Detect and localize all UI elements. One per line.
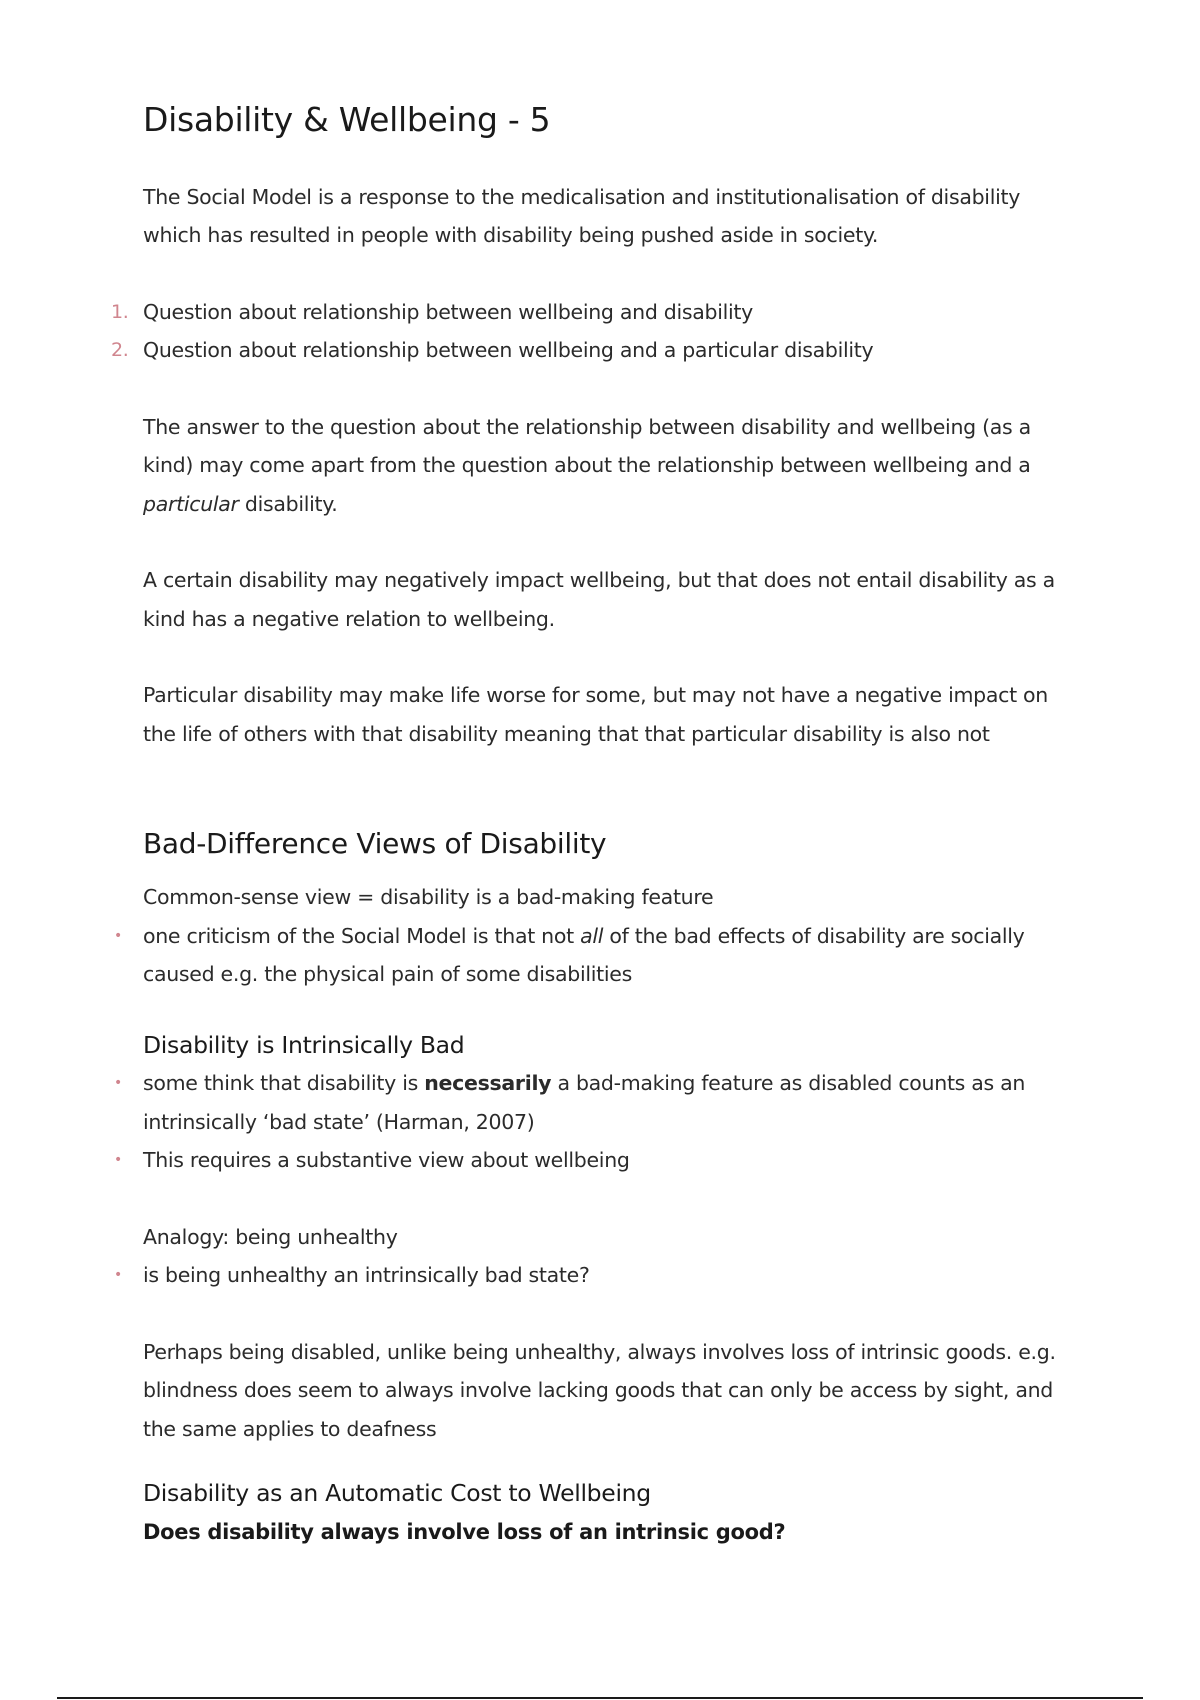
- list-item: [114, 1256, 1063, 1295]
- list-item-emphasis: all: [580, 923, 604, 948]
- bottom-divider: [57, 1697, 1143, 1699]
- answer-text: The answer to the question about the relationship between disability and wellbeing (as a kind) may come apart from the question about the relationship between wellbeing and a: [143, 414, 1031, 478]
- list-item-text-end: a bad-making feature as disabled counts as an intrinsically ‘bad state’ (Harman, 2007): [143, 1071, 1026, 1134]
- intrinsic-good-question: Does disability always involve loss of an intrinsic good?: [143, 1519, 786, 1544]
- bullet-icon: •: [114, 1267, 122, 1284]
- spacer: [143, 994, 1063, 1026]
- list-item: [111, 331, 1063, 370]
- perhaps-paragraph: Perhaps being disabled, unlike being unhealthy, always involves loss of intrinsic goods. e.g. blindness does seem to always involve lacking goods that can only be access by sight, and the same applies to deafness: [143, 1339, 1056, 1441]
- spacer: [143, 1180, 1063, 1218]
- common-sense-view: Common-sense view = disability is a bad-making feature: [143, 885, 714, 910]
- particular-disability-paragraph: Particular disability may make life worse for some, but may not have a negative impact on the life of others with that disability meaning that that particular disability is also not: [143, 683, 1048, 746]
- list-item-text: Question about relationship between wellbeing and disability: [143, 299, 753, 324]
- list-item-text: one criticism of the Social Model is that not: [143, 923, 581, 948]
- bullet-icon: •: [114, 927, 122, 944]
- list-item-text: some think that disability is: [143, 1071, 425, 1096]
- list-item: [114, 1064, 1063, 1141]
- list-item: [111, 293, 1063, 332]
- list-item-text: Question about relationship between wellbeing and a particular disability: [143, 338, 874, 363]
- list-item-bold: necessarily: [424, 1071, 552, 1096]
- numbered-list: [111, 293, 1063, 370]
- bullet-list: [114, 1256, 1063, 1295]
- answer-text-end: disability.: [238, 491, 338, 516]
- list-item-text-end: of the bad effects of disability are socially caused e.g. the physical pain of some disabilities: [143, 923, 1025, 987]
- answer-paragraph: [143, 408, 1063, 524]
- certain-disability-paragraph: A certain disability may negatively impact wellbeing, but that does not entail disability as a kind has a negative relation to wellbeing.: [143, 568, 1055, 631]
- bullet-list: [114, 917, 1063, 994]
- intro-paragraph: The Social Model is a response to the medicalisation and institutionalisation of disability which has resulted in people with disability being pushed aside in society.: [143, 184, 1021, 248]
- subheading-intrinsically-bad: Disability is Intrinsically Bad: [143, 1030, 465, 1059]
- list-number: 1.: [111, 300, 129, 323]
- list-item: [114, 1141, 1063, 1180]
- analogy-line: Analogy: being unhealthy: [143, 1224, 398, 1249]
- bullet-icon: •: [114, 1075, 122, 1092]
- spacer: [143, 1295, 1063, 1333]
- list-item-text: This requires a substantive view about wellbeing: [143, 1148, 630, 1173]
- section-heading-bad-difference: Bad-Difference Views of Disability: [143, 827, 607, 861]
- document-content: [111, 100, 1063, 1551]
- bullet-list: [114, 1064, 1063, 1180]
- page-title: Disability & Wellbeing - 5: [143, 100, 551, 139]
- bullet-icon: •: [114, 1152, 122, 1169]
- subheading-automatic-cost: Disability as an Automatic Cost to Wellbeing: [143, 1479, 651, 1508]
- list-item: [114, 917, 1063, 994]
- list-number: 2.: [111, 339, 129, 362]
- answer-emphasis: particular: [143, 491, 239, 516]
- list-item-text: is being unhealthy an intrinsically bad state?: [143, 1263, 590, 1288]
